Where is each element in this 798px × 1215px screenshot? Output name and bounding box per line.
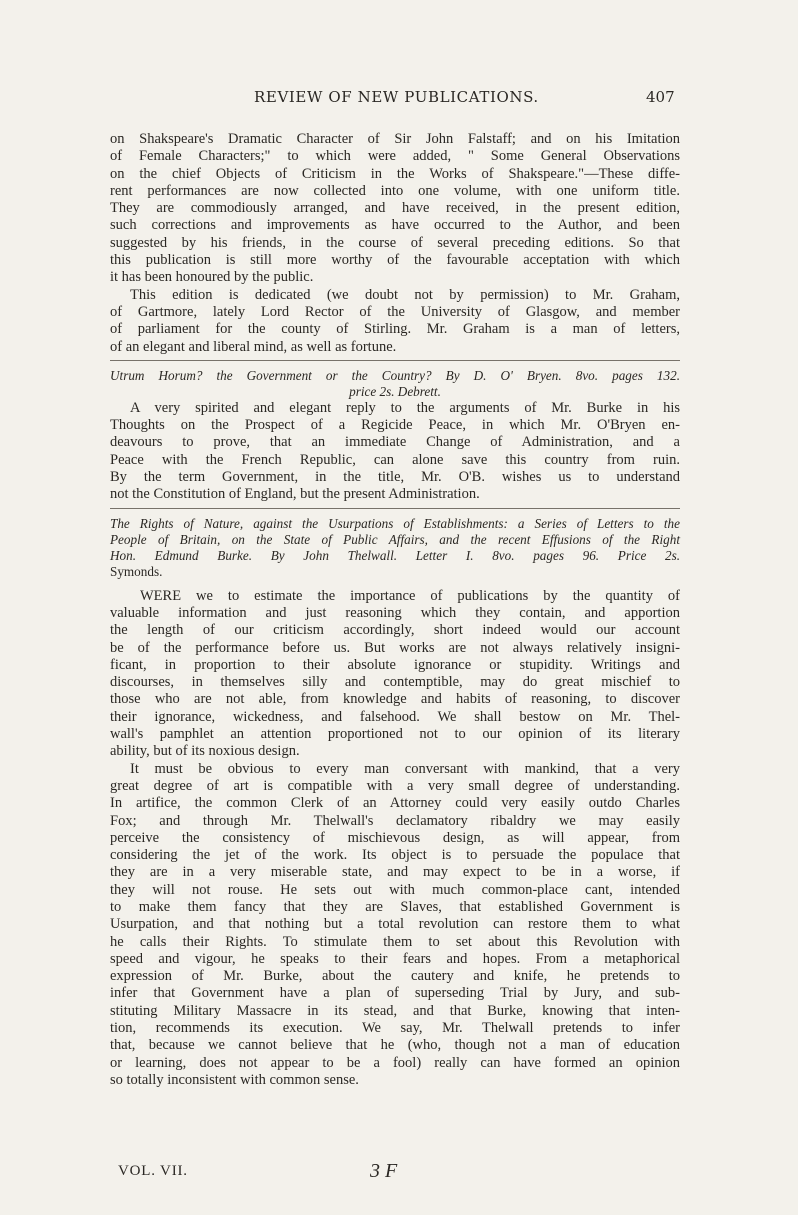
text-line: be of the performance before us. But works are not always relatively insigni- xyxy=(110,639,680,656)
text-line: stituting Military Massacre in its stead, and that Burke, knowing that inten- xyxy=(110,1002,680,1019)
text-line: This edition is dedicated (we doubt not by permission) to Mr. Graham, xyxy=(130,286,680,303)
text-line: ability, but of its noxious design. xyxy=(110,743,300,760)
review-3 xyxy=(110,516,680,1090)
text-line: this publication is still more worthy of the favourable acceptation with which xyxy=(110,252,680,269)
text-line: of Gartmore, lately Lord Rector of the University of Glasgow, and member xyxy=(110,303,680,320)
text-line: Fox; and through Mr. Thelwall's declamatory ribaldry we may easily xyxy=(110,812,680,829)
text-line: valuable information and just reasoning which they contain, and apportion xyxy=(110,604,680,621)
review-title: Hon. Edmund Burke. By John Thelwall. Letter I. 8vo. pages 96. Price 2s. xyxy=(110,547,680,563)
text-line: By the term Government, in the title, Mr. O'B. wishes us to understand xyxy=(110,469,680,486)
text-line: tion, recommends its execution. We say, Mr. Thelwall pretends to infer xyxy=(110,1020,680,1037)
review-title: price 2s. Debrett. xyxy=(349,383,441,399)
text-line: on the chief Objects of Criticism in the Works of Shakspeare."—These diffe- xyxy=(110,165,680,182)
volume-label: VOL. VII. xyxy=(118,1163,188,1179)
text-line: it has been honoured by the public. xyxy=(110,269,314,286)
text-line: rent performances are now collected into one volume, with one uniform title. xyxy=(110,182,680,199)
text-line: considering the jet of the work. Its object is to persuade the populace that xyxy=(110,847,680,864)
text-line: In artifice, the common Clerk of an Attorney could very easily outdo Charles xyxy=(110,795,680,812)
text-line: they are in a very miserable state, and may expect to be in a worse, if xyxy=(110,864,680,881)
text-line: Thoughts on the Prospect of a Regicide Peace, in which Mr. O'Bryen en- xyxy=(110,417,680,434)
text-line: to make them fancy that they are Slaves, that established Government is xyxy=(110,898,680,915)
text-line: It must be obvious to every man conversant with mankind, that a very xyxy=(130,760,680,777)
text-line: expression of Mr. Burke, about the cautery and knife, he pretends to xyxy=(110,968,680,985)
review-title: The Rights of Nature, against the Usurpations of Establishments: a Series of Letters to the xyxy=(110,515,680,531)
text-line: great degree of art is compatible with a very small degree of understanding. xyxy=(110,777,680,794)
text-line: perceive the consistency of mischievous design, as will appear, from xyxy=(110,829,680,846)
text-line: he calls their Rights. To stimulate them to set about this Revolution with xyxy=(110,933,680,950)
review-publisher: Symonds. xyxy=(110,563,163,579)
text-line: those who are not able, from knowledge and habits of reasoning, to discover xyxy=(110,691,680,708)
text-line: so totally inconsistent with common sense. xyxy=(110,1071,359,1088)
text-line: speed and vigour, he speaks to their fears and hopes. From a metaphorical xyxy=(110,950,680,967)
text-line: of an elegant and liberal mind, as well as fortune. xyxy=(110,338,397,355)
text-line: of Female Characters;" to which were added, " Some General Observations xyxy=(110,148,680,165)
page-number: 407 xyxy=(646,88,675,106)
signature-mark: 3 F xyxy=(370,1160,398,1182)
text-line: wall's pamphlet an attention proportioned not to our opinion of its literary xyxy=(110,726,680,743)
text-line: such corrections and improvements as have occurred to the Author, and been xyxy=(110,217,680,234)
running-title: REVIEW OF NEW PUBLICATIONS. xyxy=(254,88,539,106)
text-line: of parliament for the county of Stirling. Mr. Graham is a man of letters, xyxy=(110,321,680,338)
text-line: They are commodiously arranged, and have received, in the present edition, xyxy=(110,200,680,217)
text-column xyxy=(110,131,680,1089)
divider-rule xyxy=(110,508,680,509)
review-1 xyxy=(110,131,680,356)
text-line: their ignorance, wickedness, and falsehood. We shall bestow on Mr. Thel- xyxy=(110,708,680,725)
divider-rule xyxy=(110,360,680,361)
text-line: on Shakspeare's Dramatic Character of Sir John Falstaff; and on his Imitation xyxy=(110,131,680,147)
text-line: suggested by his friends, in the course of several preceding editions. So that xyxy=(110,234,680,251)
text-line: infer that Government have a plan of superseding Trial by Jury, and sub- xyxy=(110,985,680,1002)
text-line: or learning, does not appear to be a fool) really can have formed an opinion xyxy=(110,1054,680,1071)
review-title: Utrum Horum? the Government or the Country? By D. O' Bryen. 8vo. pages 132. xyxy=(110,367,680,383)
text-line: A very spirited and elegant reply to the arguments of Mr. Burke in his xyxy=(130,399,680,416)
text-line: discourses, in themselves silly and contemptible, may do great mischief to xyxy=(110,674,680,691)
review-2 xyxy=(110,368,680,504)
text-line: not the Constitution of England, but the present Administration. xyxy=(110,486,480,503)
text-line: WERE we to estimate the importance of publications by the quantity of xyxy=(140,587,680,604)
review-title: People of Britain, on the State of Public Affairs, and the recent Effusions of the Right xyxy=(110,531,680,547)
text-line: Peace with the French Republic, can alone save this country from ruin. xyxy=(110,451,680,468)
text-line: ficant, in proportion to their absolute ignorance or stupidity. Writings and xyxy=(110,656,680,673)
text-line: the length of our criticism accordingly, short indeed would our account xyxy=(110,622,680,639)
text-line: that, because we cannot believe that he (who, though not a man of education xyxy=(110,1037,680,1054)
text-line: Usurpation, and that nothing but a total revolution can restore them to what xyxy=(110,916,680,933)
text-line: they will not rouse. He sets out with much common-place cant, intended xyxy=(110,881,680,898)
text-line: deavours to prove, that an immediate Change of Administration, and a xyxy=(110,434,680,451)
